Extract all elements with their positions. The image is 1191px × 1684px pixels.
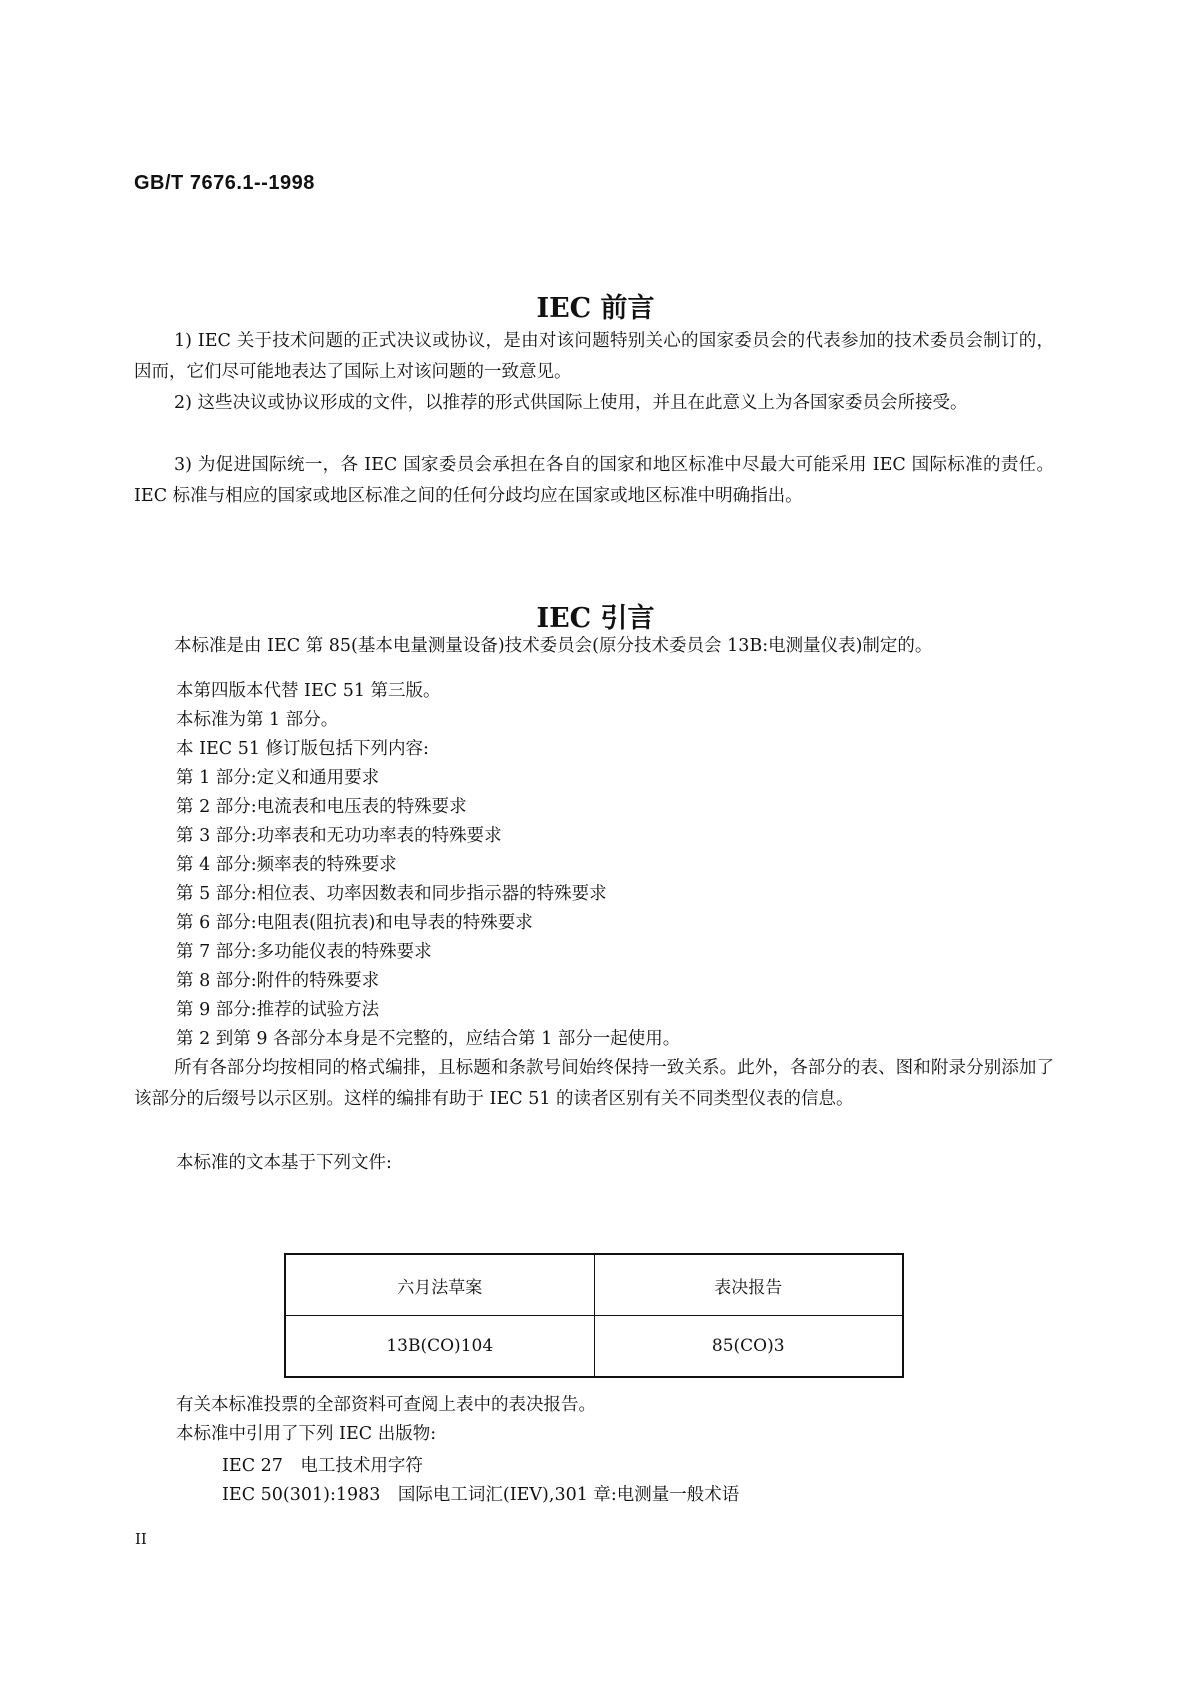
part-list-item: 第 8 部分:附件的特殊要求 [176,971,380,991]
foreword-title: IEC 前言 [536,293,655,324]
part-list-item: 第 4 部分:频率表的特殊要求 [176,855,397,875]
part-list-item: 第 2 部分:电流表和电压表的特殊要求 [176,797,467,817]
intro-line: 本第四版本代替 IEC 51 第三版。 [176,681,441,701]
intro-line: 本 IEC 51 修订版包括下列内容: [176,739,429,759]
documents-table [284,1253,904,1378]
foreword-paragraph-2: 2) 这些决议或协议形成的文件，以推荐的形式供国际上使用，并且在此意义上为各国家委员会所接受。 [174,393,968,413]
table-header-row [285,1254,903,1316]
table-cell: 85(CO)3 [594,1316,903,1378]
part-list-item: 第 5 部分:相位表、功率因数表和同步指示器的特殊要求 [176,884,607,904]
intro-line: 本标准为第 1 部分。 [176,710,339,730]
part-list-item: 第 3 部分:功率表和无功功率表的特殊要求 [176,826,502,846]
foreword-paragraph-3: 3) 为促进国际统一，各 IEC 国家委员会承担在各自的国家和地区标准中尽最大可能采用 IEC 国际标准的责任。IEC 标准与相应的国家或地区标准之间的任何分歧均应在国家或地区标准中明确指出。 [134,455,1054,506]
reference-item: IEC 50(301):1983 国际电工词汇(IEV),301 章:电测量一般术语 [222,1485,740,1505]
part-list-item: 第 1 部分:定义和通用要求 [176,768,380,788]
vote-line: 有关本标准投票的全部资料可查阅上表中的表决报告。 [176,1395,596,1415]
intro-paragraph-1: 本标准是由 IEC 第 85(基本电量测量设备)技术委员会(原分技术委员会 13B:电测量仪表)制定的。 [174,636,933,656]
basis-line: 本标准的文本基于下列文件: [176,1153,392,1173]
table-row [285,1316,903,1378]
table-header-cell: 六月法草案 [285,1254,594,1316]
refs-line: 本标准中引用了下列 IEC 出版物: [176,1424,437,1444]
part-list-item: 第 7 部分:多功能仪表的特殊要求 [176,942,432,962]
standard-code: GB/T 7676.1--1998 [134,172,315,194]
part-list-item: 第 6 部分:电阻表(阻抗表)和电导表的特殊要求 [176,913,533,933]
introduction-title: IEC 引言 [536,603,655,634]
table-cell: 13B(CO)104 [285,1316,594,1378]
foreword-paragraph-1: 1) IEC 关于技术问题的正式决议或协议，是由对该问题特别关心的国家委员会的代表参加的技术委员会制订的，因而，它们尽可能地表达了国际上对该问题的一致意见。 [134,331,1054,382]
table-header-cell: 表决报告 [594,1254,903,1316]
page-number: II [135,1530,147,1548]
reference-item: IEC 27 电工技术用字符 [222,1456,423,1476]
part-list-item: 第 9 部分:推荐的试验方法 [176,1000,380,1020]
intro-line: 第 2 到第 9 各部分本身是不完整的，应结合第 1 部分一起使用。 [176,1029,681,1049]
format-paragraph: 所有各部分均按相同的格式编排，且标题和条款号间始终保持一致关系。此外，各部分的表、图和附录分别添加了该部分的后缀号以示区别。这样的编排有助于 IEC 51 的读者区别有关不同类型仪表的信息。 [134,1058,1054,1109]
